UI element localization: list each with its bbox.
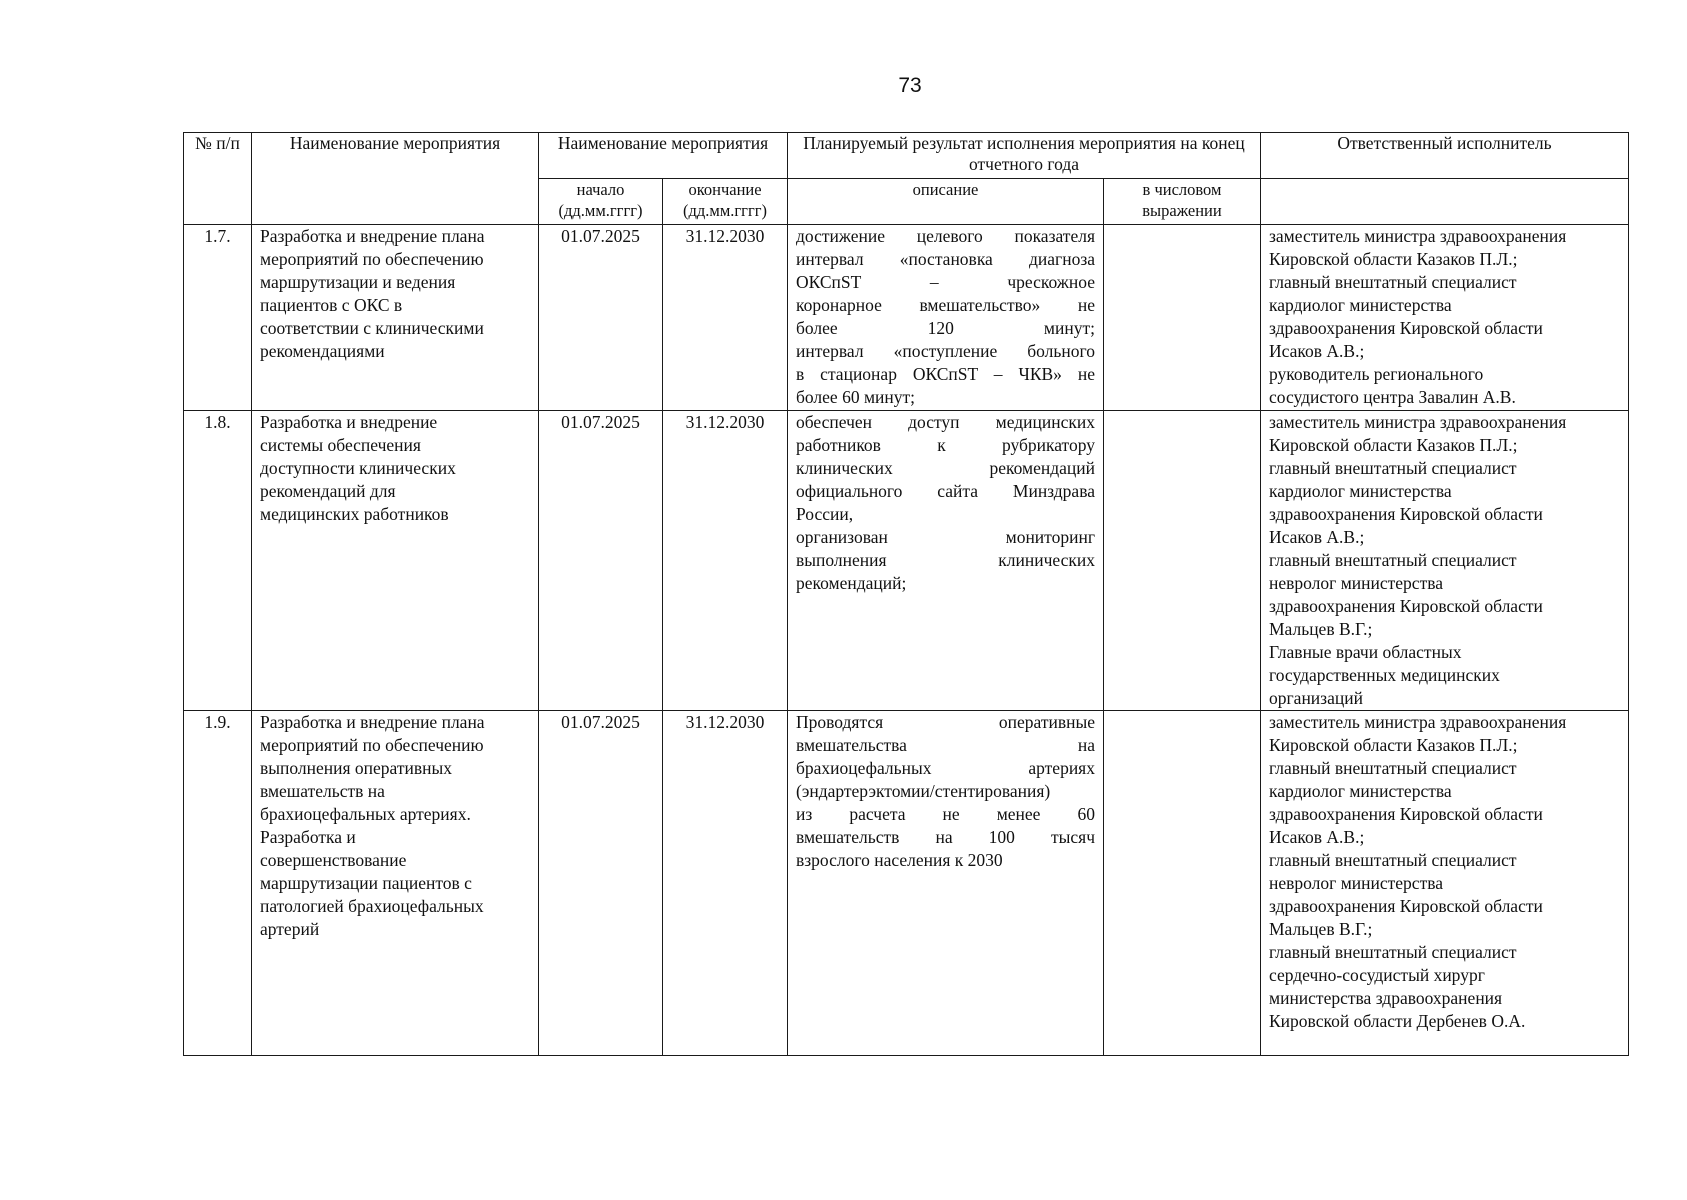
responsible-line: Исаков А.В.; bbox=[1269, 527, 1365, 547]
measure-name bbox=[252, 411, 539, 711]
name-line: рекомендаций для bbox=[260, 481, 396, 501]
name-line: системы обеспечения bbox=[260, 435, 421, 455]
responsible-line: сердечно-сосудистый хирург bbox=[1269, 965, 1485, 985]
description-line: более 60 минут; bbox=[796, 387, 916, 407]
table-row bbox=[184, 411, 1629, 711]
name-line: Разработка и внедрение bbox=[260, 412, 438, 432]
name-line: Разработка и bbox=[260, 827, 356, 847]
result-description bbox=[788, 711, 1104, 1056]
description-line: ОКСпST – чрескожное bbox=[796, 272, 1095, 292]
header-responsible-blank bbox=[1261, 179, 1629, 225]
description-line: официального сайта Минздрава bbox=[796, 481, 1095, 501]
name-line: маршрутизации пациентов с bbox=[260, 873, 472, 893]
name-line: брахиоцефальных артериях. bbox=[260, 804, 471, 824]
responsible-executor bbox=[1261, 225, 1629, 411]
header-end: окончание (дд.мм.гггг) bbox=[663, 179, 788, 225]
name-line: вмешательств на bbox=[260, 781, 385, 801]
responsible-line: Кировской области Дербенев О.А. bbox=[1269, 1011, 1526, 1031]
responsible-line: кардиолог министерства bbox=[1269, 295, 1452, 315]
header-numeric: в числовом выражении bbox=[1104, 179, 1261, 225]
description-line: клинических рекомендаций bbox=[796, 458, 1095, 478]
end-date: 31.12.2030 bbox=[663, 411, 788, 711]
table-header bbox=[184, 133, 1629, 225]
responsible-line: кардиолог министерства bbox=[1269, 481, 1452, 501]
description-line: достижение целевого показателя bbox=[796, 226, 1095, 246]
header-period: Наименование мероприятия bbox=[539, 133, 788, 179]
responsible-line: министерства здравоохранения bbox=[1269, 988, 1503, 1008]
start-date: 01.07.2025 bbox=[539, 711, 663, 1056]
responsible-line: здравоохранения Кировской области bbox=[1269, 318, 1543, 338]
start-date: 01.07.2025 bbox=[539, 225, 663, 411]
responsible-line: главный внештатный специалист bbox=[1269, 758, 1517, 778]
name-line: совершенствование bbox=[260, 850, 407, 870]
description-line: более 120 минут; bbox=[796, 318, 1095, 338]
table-body bbox=[184, 225, 1629, 1056]
result-numeric bbox=[1104, 711, 1261, 1056]
description-line: вмешательств на 100 тысяч bbox=[796, 827, 1095, 847]
description-line: организован мониторинг bbox=[796, 527, 1095, 547]
responsible-line: главный внештатный специалист bbox=[1269, 550, 1517, 570]
name-line: Разработка и внедрение плана bbox=[260, 226, 485, 246]
description-line: обеспечен доступ медицинских bbox=[796, 412, 1095, 432]
responsible-line: Кировской области Казаков П.Л.; bbox=[1269, 435, 1518, 455]
table-row bbox=[184, 711, 1629, 1056]
result-description bbox=[788, 411, 1104, 711]
description-line: рекомендаций; bbox=[796, 573, 907, 593]
name-line: рекомендациями bbox=[260, 341, 385, 361]
header-name: Наименование мероприятия bbox=[252, 133, 539, 225]
responsible-executor bbox=[1261, 711, 1629, 1056]
description-line: вмешательства на bbox=[796, 735, 1095, 755]
header-num: № п/п bbox=[184, 133, 252, 225]
row-number: 1.7. bbox=[184, 225, 252, 411]
responsible-line: главный внештатный специалист bbox=[1269, 942, 1517, 962]
responsible-line: главный внештатный специалист bbox=[1269, 272, 1517, 292]
result-description bbox=[788, 225, 1104, 411]
description-line: работников к рубрикатору bbox=[796, 435, 1095, 455]
header-start: начало (дд.мм.гггг) bbox=[539, 179, 663, 225]
responsible-line: Главные врачи областных bbox=[1269, 642, 1462, 662]
responsible-line: невролог министерства bbox=[1269, 873, 1444, 893]
start-date: 01.07.2025 bbox=[539, 411, 663, 711]
name-line: доступности клинических bbox=[260, 458, 456, 478]
name-line: артерий bbox=[260, 919, 320, 939]
description-line: России, bbox=[796, 504, 854, 524]
name-line: Разработка и внедрение плана bbox=[260, 712, 485, 732]
description-line: из расчета не менее 60 bbox=[796, 804, 1095, 824]
description-line: интервал «постановка диагноза bbox=[796, 249, 1095, 269]
header-responsible: Ответственный исполнитель bbox=[1261, 133, 1629, 179]
responsible-line: государственных медицинских bbox=[1269, 665, 1500, 685]
responsible-executor bbox=[1261, 411, 1629, 711]
description-line: интервал «поступление больного bbox=[796, 341, 1095, 361]
responsible-line: Мальцев В.Г.; bbox=[1269, 919, 1373, 939]
description-line: брахиоцефальных артериях bbox=[796, 758, 1095, 778]
measure-name bbox=[252, 225, 539, 411]
name-line: маршрутизации и ведения bbox=[260, 272, 456, 292]
row-number: 1.9. bbox=[184, 711, 252, 1056]
header-result: Планируемый результат исполнения мероприятия на конец отчетного года bbox=[788, 133, 1261, 179]
responsible-line: Кировской области Казаков П.Л.; bbox=[1269, 735, 1518, 755]
name-line: медицинских работников bbox=[260, 504, 449, 524]
responsible-line: здравоохранения Кировской области bbox=[1269, 504, 1543, 524]
header-description: описание bbox=[788, 179, 1104, 225]
responsible-line: здравоохранения Кировской области bbox=[1269, 896, 1543, 916]
description-line: в стационар ОКСпST – ЧКВ» не bbox=[796, 364, 1095, 384]
name-line: мероприятий по обеспечению bbox=[260, 735, 484, 755]
description-line: взрослого населения к 2030 bbox=[796, 850, 1003, 870]
responsible-line: Мальцев В.Г.; bbox=[1269, 619, 1373, 639]
responsible-line: руководитель регионального bbox=[1269, 364, 1484, 384]
description-line: (эндартерэктомии/стентирования) bbox=[796, 781, 1051, 801]
page-number: 73 bbox=[898, 74, 922, 97]
name-line: соответствии с клиническими bbox=[260, 318, 484, 338]
measures-table bbox=[183, 132, 1629, 1056]
responsible-line: кардиолог министерства bbox=[1269, 781, 1452, 801]
result-numeric bbox=[1104, 411, 1261, 711]
end-date: 31.12.2030 bbox=[663, 225, 788, 411]
responsible-line: организаций bbox=[1269, 688, 1363, 708]
name-line: патологией брахиоцефальных bbox=[260, 896, 484, 916]
name-line: выполнения оперативных bbox=[260, 758, 453, 778]
description-line: коронарное вмешательство» не bbox=[796, 295, 1095, 315]
responsible-line: заместитель министра здравоохранения bbox=[1269, 226, 1567, 246]
responsible-line: Кировской области Казаков П.Л.; bbox=[1269, 249, 1518, 269]
end-date: 31.12.2030 bbox=[663, 711, 788, 1056]
name-line: мероприятий по обеспечению bbox=[260, 249, 484, 269]
name-line: пациентов с ОКС в bbox=[260, 295, 403, 315]
description-line: выполнения клинических bbox=[796, 550, 1095, 570]
responsible-line: здравоохранения Кировской области bbox=[1269, 804, 1543, 824]
result-numeric bbox=[1104, 225, 1261, 411]
measure-name bbox=[252, 711, 539, 1056]
responsible-line: сосудистого центра Завалин А.В. bbox=[1269, 387, 1516, 407]
responsible-line: здравоохранения Кировской области bbox=[1269, 596, 1543, 616]
responsible-line: главный внештатный специалист bbox=[1269, 458, 1517, 478]
responsible-line: Исаков А.В.; bbox=[1269, 341, 1365, 361]
row-number: 1.8. bbox=[184, 411, 252, 711]
responsible-line: главный внештатный специалист bbox=[1269, 850, 1517, 870]
responsible-line: невролог министерства bbox=[1269, 573, 1444, 593]
table-row bbox=[184, 225, 1629, 411]
responsible-line: Исаков А.В.; bbox=[1269, 827, 1365, 847]
responsible-line: заместитель министра здравоохранения bbox=[1269, 712, 1567, 732]
responsible-line: заместитель министра здравоохранения bbox=[1269, 412, 1567, 432]
description-line: Проводятся оперативные bbox=[796, 712, 1095, 732]
